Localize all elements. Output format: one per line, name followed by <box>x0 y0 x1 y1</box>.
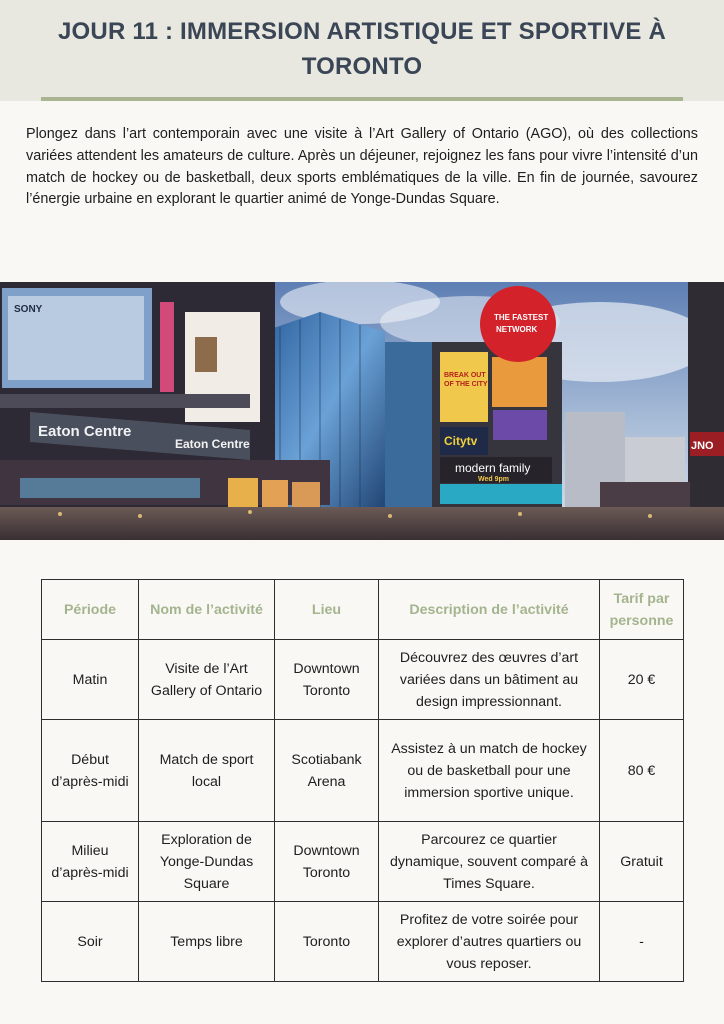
fastest-network-sign-1: THE FASTEST <box>494 313 549 322</box>
eaton-centre-sign: Eaton Centre <box>38 423 132 440</box>
break-out-sign-2: OF THE CITY <box>444 381 488 388</box>
cell-period: Matin <box>42 640 139 720</box>
cell-place: Toronto <box>275 902 379 982</box>
header-description: Description de l’activité <box>379 580 600 640</box>
cell-price: 20 € <box>600 640 684 720</box>
intro-paragraph: Plongez dans l’art contemporain avec une visite à l’Art Gallery of Ontario (AGO), où des collections variées attendent les amateurs de culture. Après un déjeuner, rejoignez les fans pour vivre l’intensité d’un match de hockey ou de basketball, deux sports emblématiques de la ville. En fin de journée, savourez l’énergie urbaine en explorant le quartier animé de Yonge-Dundas Square. <box>26 126 698 208</box>
cell-price: 80 € <box>600 720 684 822</box>
eaton-centre-sign-2: Eaton Centre <box>175 437 250 451</box>
fastest-network-sign-2: NETWORK <box>496 325 538 334</box>
table-header-row <box>42 580 684 640</box>
cell-activity: Exploration de Yonge-Dundas Square <box>139 822 275 902</box>
sony-sign: SONY <box>14 304 43 315</box>
table-row <box>42 720 684 822</box>
yonge-dundas-photo <box>0 282 724 540</box>
page-title: JOUR 11 : IMMERSION ARTISTIQUE ET SPORTIVE À TORONTO <box>58 18 666 80</box>
cell-activity: Visite de l’Art Gallery of Ontario <box>139 640 275 720</box>
break-out-sign-1: BREAK OUT <box>444 372 486 379</box>
cell-period: Début d’après-midi <box>42 720 139 822</box>
cell-period: Milieu d’après-midi <box>42 822 139 902</box>
header-activity: Nom de l’activité <box>139 580 275 640</box>
cell-description: Découvrez des œuvres d’art variées dans un bâtiment au design impressionnant. <box>379 640 600 720</box>
header-band <box>0 0 724 101</box>
header-period: Période <box>42 580 139 640</box>
cell-place: Downtown Toronto <box>275 822 379 902</box>
activities-table <box>41 579 684 982</box>
cell-activity: Temps libre <box>139 902 275 982</box>
cell-period: Soir <box>42 902 139 982</box>
header-place: Lieu <box>275 580 379 640</box>
cell-description: Assistez à un match de hockey ou de basketball pour une immersion sportive unique. <box>379 720 600 822</box>
cell-price: - <box>600 902 684 982</box>
table-row <box>42 822 684 902</box>
cell-price: Gratuit <box>600 822 684 902</box>
table-row <box>42 640 684 720</box>
cell-description: Parcourez ce quartier dynamique, souvent comparé à Times Square. <box>379 822 600 902</box>
jno-sign: JNO <box>691 440 714 452</box>
cell-description: Profitez de votre soirée pour explorer d’autres quartiers ou vous reposer. <box>379 902 600 982</box>
wed-9pm-sign: Wed 9pm <box>478 476 509 483</box>
title-underline <box>41 97 683 101</box>
header-price: Tarif par personne <box>600 580 684 640</box>
citytv-sign: Citytv <box>444 434 478 448</box>
cell-activity: Match de sport local <box>139 720 275 822</box>
table-row <box>42 902 684 982</box>
cell-place: Scotiabank Arena <box>275 720 379 822</box>
modern-family-sign: modern family <box>455 461 531 475</box>
cell-place: Downtown Toronto <box>275 640 379 720</box>
